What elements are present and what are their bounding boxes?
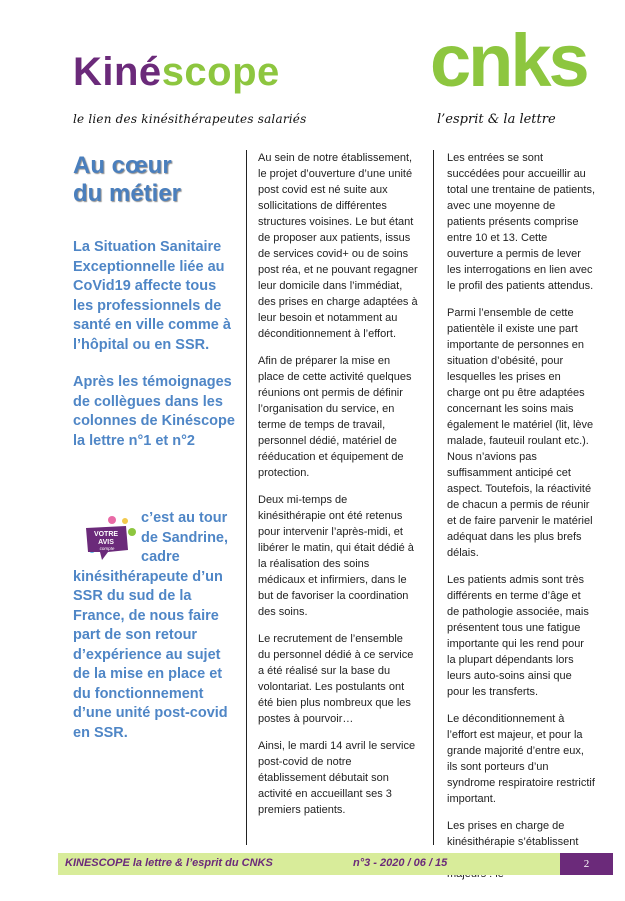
kinescope-tagline: le lien des kinésithérapeutes salariés: [73, 112, 307, 126]
sandrine-intro: [73, 509, 233, 743]
col3-paragraph: Parmi l’ensemble de cette patientèle il existe une part importante de personnes en situation d’obésité, pour lesquelles les prises en charge ont pu être adaptées concernant les soins mais également le matériel (lit, lève malade, fauteuil roulant etc.). Nous n’avions pas suffisamment anticipé cet aspect. Toutefois, la réactivité de chacun a permis de réunir et de faire parvenir le matériel adéquat dans les plus brefs délais.: [447, 307, 594, 559]
cnks-tagline: l’esprit & la lettre: [437, 112, 556, 127]
title-line2: du métier: [73, 180, 182, 207]
cnks-logo: [430, 28, 595, 98]
quote-rest: kinésithérapeute d’un SSR du sud de la France, de nous faire part de son retour d’expérience au sujet de la mise en place et du fonctionnement d’une unité post-covid en SSR.: [73, 568, 228, 741]
page-number: 2: [560, 853, 613, 875]
page-title: [73, 152, 238, 208]
quote-line3: cadre: [141, 549, 180, 565]
svg-text:VOTRE: VOTRE: [93, 531, 119, 538]
column-divider-1: [246, 150, 247, 845]
title-line1: Au cœur: [73, 152, 172, 179]
intro-paragraph-2: Après les témoignages de collègues dans les colonnes de Kinéscope la lettre n°1 et n°2: [73, 374, 235, 449]
quote-line2: de Sandrine,: [141, 529, 229, 546]
footer-issue: n°3 - 2020 / 06 / 15: [353, 857, 448, 869]
col2-paragraph: Le recrutement de l’ensemble du personnel dédié à ce service a été réalisé sur la base du volontariat. Les postulants ont été bien plus nombreux que les postes à pourvoir…: [258, 633, 414, 725]
quote-line1: c’est au tour: [141, 510, 228, 526]
col2-paragraph: Deux mi-temps de kinésithérapie ont été retenus pour intervenir l’après-midi, et libérer le matin, qui était dédié à la réalisation des soins médicaux et infirmiers, dans le but de favoriser la coordination des soins.: [258, 494, 414, 618]
logo-part2: scope: [161, 50, 280, 94]
kinescope-logo: [73, 52, 280, 92]
page-footer: [58, 853, 613, 875]
column-divider-2: [433, 150, 434, 845]
article-column-3: [447, 150, 595, 893]
cnks-logo-text: cnks: [430, 28, 587, 98]
col2-paragraph: Afin de préparer la mise en place de cette activité quelques réunions ont permis de définir l’organisation du service, en terme de temps de travail, personnel dédié, matériel de rééducation et équipement de protection.: [258, 355, 412, 479]
article-column-2: [258, 150, 418, 829]
col2-paragraph: Ainsi, le mardi 14 avril le service post-covid de notre établissement débutait son activité en accueillant ses 3 premiers patients.: [258, 740, 416, 816]
intro-paragraph-1: La Situation Sanitaire Exceptionnelle liée au CoVid19 affecte tous les professionnels de santé en ville comme à l’hôpital ou en SSR.: [73, 239, 231, 353]
svg-text:compte: compte: [99, 546, 115, 551]
col3-paragraph: Les patients admis sont très différents en terme d’âge et de pathologie associée, mais présentent tous une fatigue importante qui les rend pour la plupart dépendants lors leurs auto-soins ainsi que pour les transferts.: [447, 574, 589, 698]
logo-part1: Kiné: [73, 50, 162, 94]
svg-text:AVIS: AVIS: [98, 539, 114, 546]
col3-paragraph: Les prises en charge de kinésithérapie s’établissent: [447, 820, 579, 848]
left-column: [73, 152, 238, 451]
col2-paragraph: Au sein de notre établissement, le projet d’ouverture d’une unité post covid est né suite aux sollicitations de différentes structures voisines. Le but étant de proposer aux patients, issus de services covid+ ou de soins post réa, et ne pouvant regagner leur domicile dans l’immédiat, des prises en charge adaptées à leur besoin et notamment au déconditionnement à l’effort.: [258, 152, 418, 340]
col3-paragraph: Les entrées se sont succédées pour accueillir au total une trentaine de patients, avec une moyenne de patients présents comprise entre 10 et 13. Cette ouverture a permis de lever les interrogations en lien avec le profil des patients attendus.: [447, 152, 595, 292]
col3-paragraph: Le déconditionnement à l’effort est majeur, et pour la grande majorité d’entre eux, ils sont porteurs d’un syndrome respiratoire restrictif important.: [447, 713, 595, 805]
footer-label: KINESCOPE la lettre & l’esprit du CNKS: [65, 857, 273, 869]
